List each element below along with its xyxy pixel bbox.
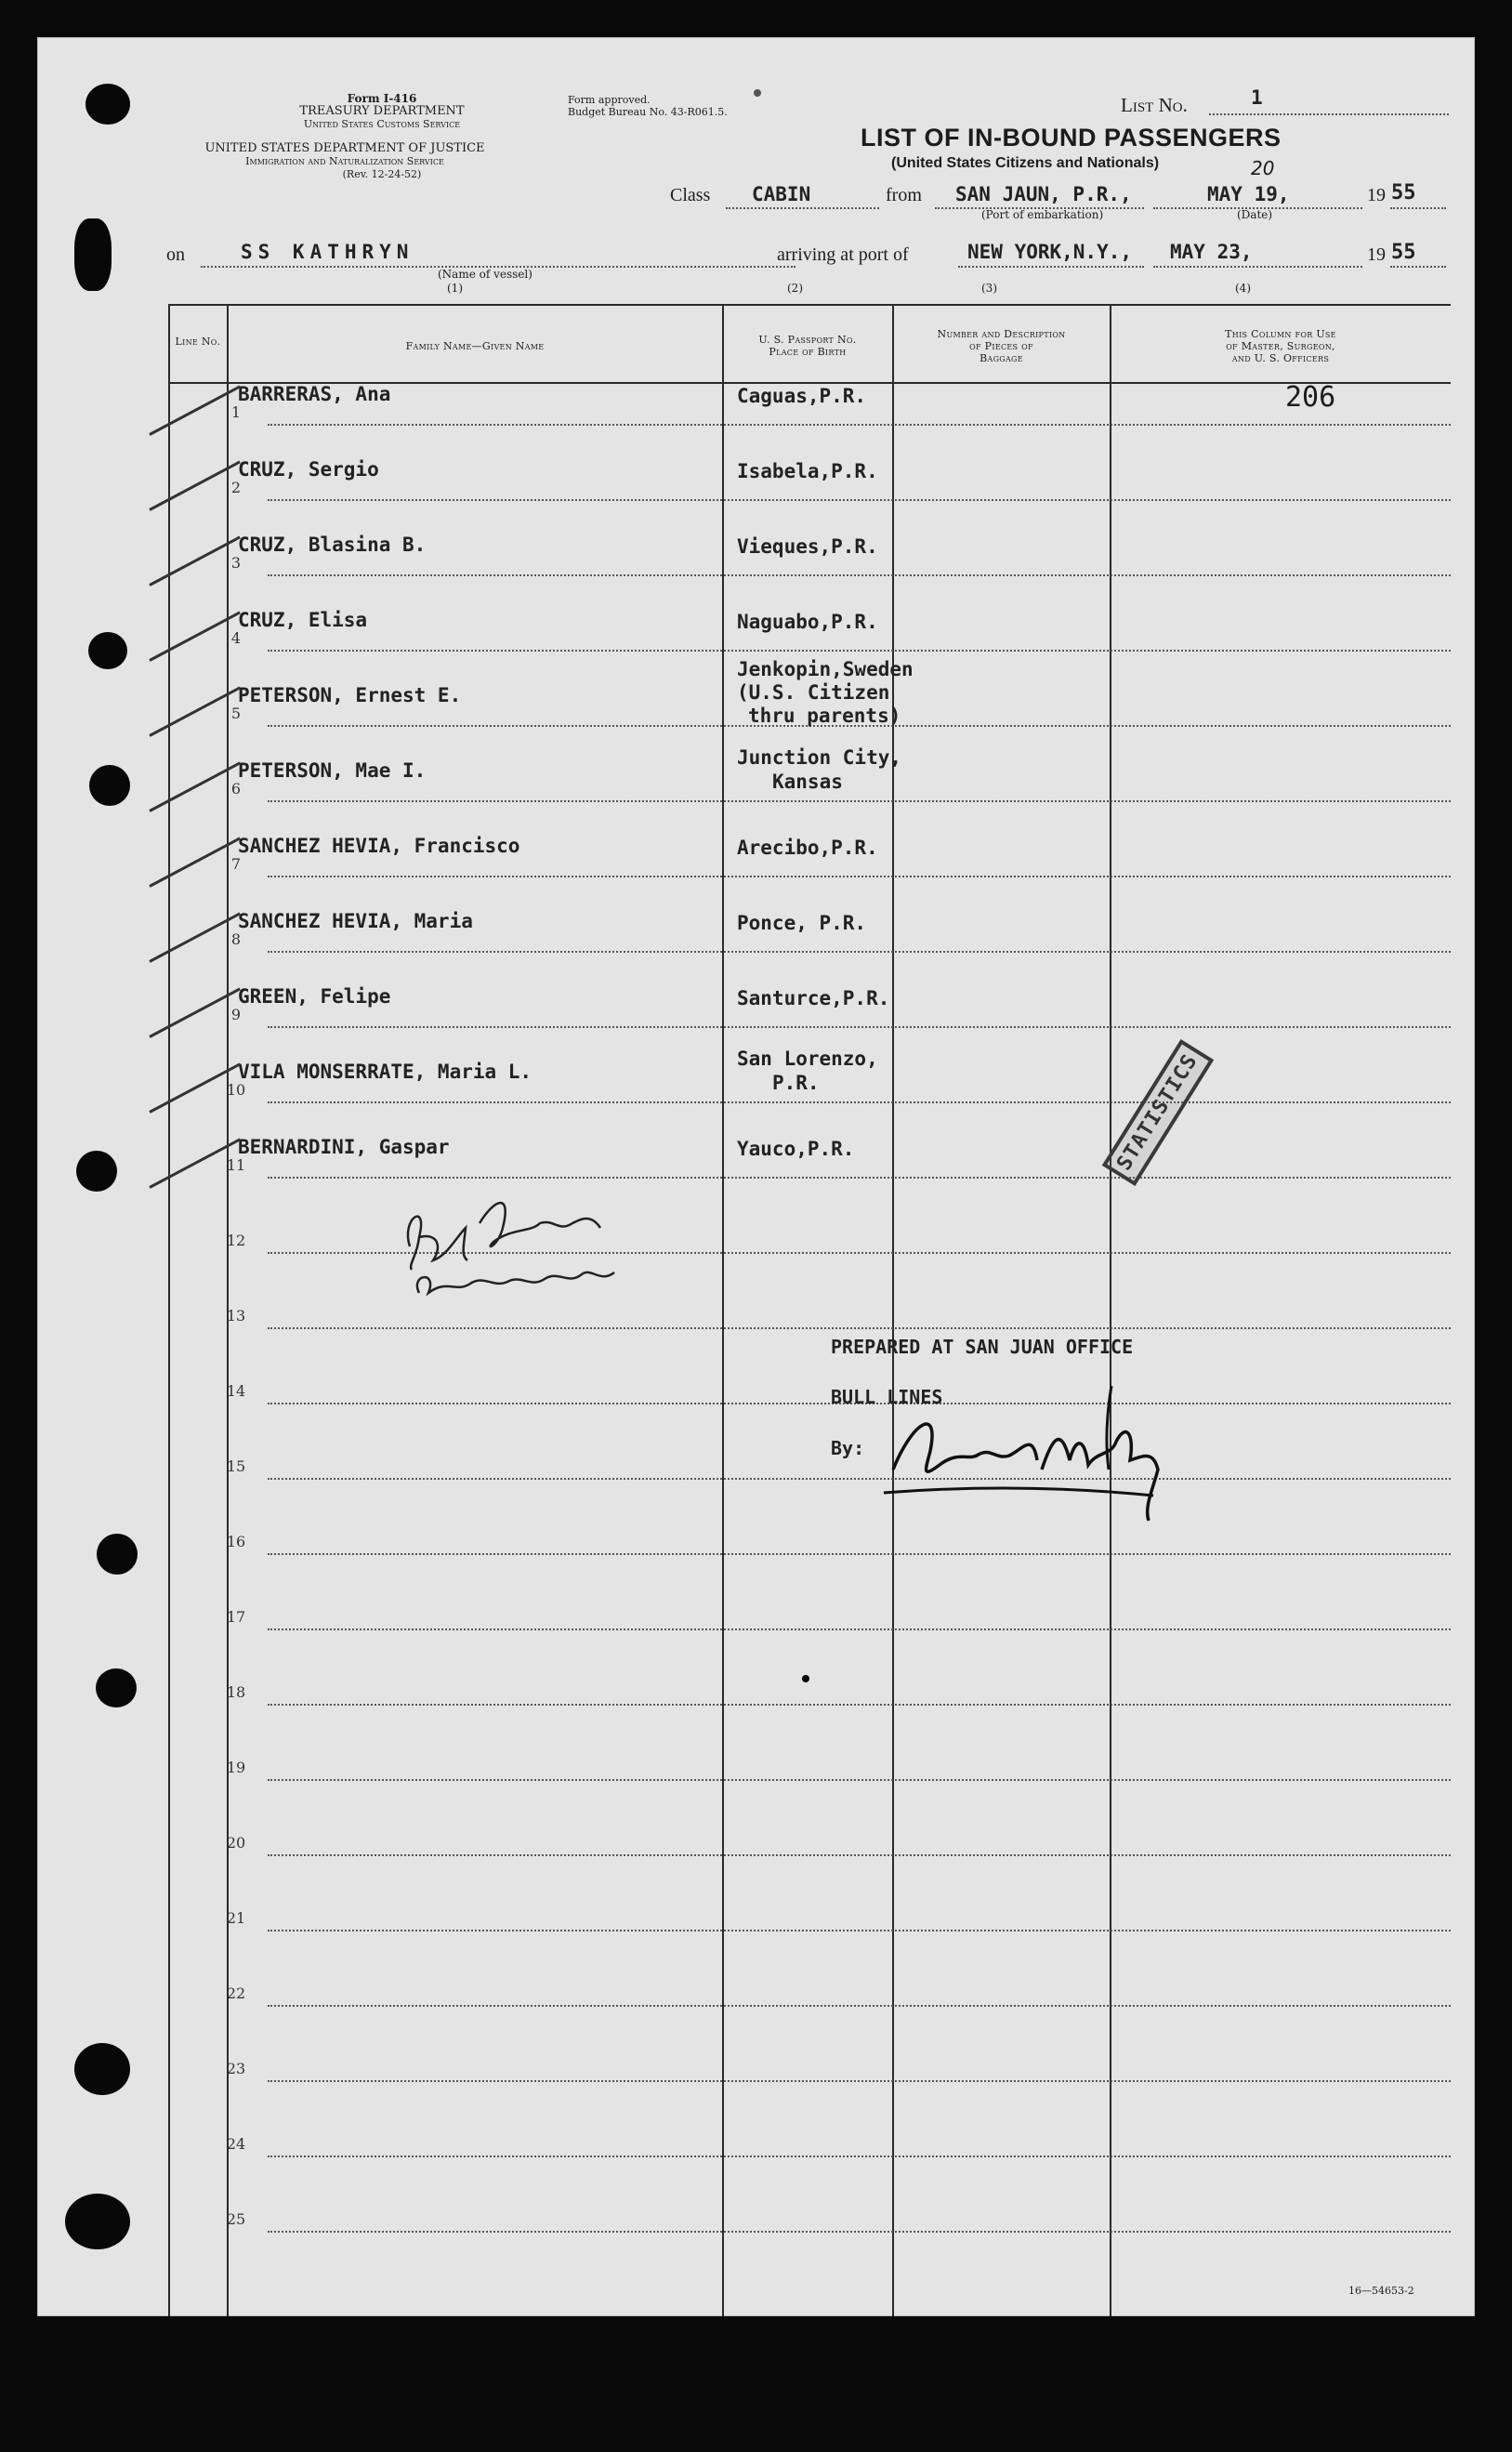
col-head-baggage-1: Number and Description xyxy=(937,328,1066,340)
line-number: 17 xyxy=(226,1608,246,1626)
row-divider xyxy=(268,1026,1451,1028)
year2-prefix: 19 xyxy=(1367,244,1386,265)
passenger-name: GREEN, Felipe xyxy=(238,985,391,1008)
line-number: 2 xyxy=(230,479,242,496)
date-correction: 20 xyxy=(1251,157,1275,179)
approval-line2: Budget Bureau No. 43-R061.5. xyxy=(568,106,728,118)
passenger-name: PETERSON, Mae I. xyxy=(238,759,427,782)
list-no-label: List No. xyxy=(1121,94,1188,116)
passenger-name: SANCHEZ HEVIA, Maria xyxy=(238,910,473,932)
line-number: 7 xyxy=(230,855,242,873)
from-label: from xyxy=(886,185,922,205)
row-divider xyxy=(268,1177,1451,1179)
form-number: Form I-416 xyxy=(347,92,417,105)
list-no-line xyxy=(1209,113,1449,115)
place-of-birth: Junction City, xyxy=(737,746,902,769)
line-number: 10 xyxy=(226,1081,246,1099)
line-number: 5 xyxy=(230,705,242,722)
stray-dot xyxy=(802,1675,809,1682)
punch-hole xyxy=(76,1151,117,1192)
col-head-baggage-3: Baggage xyxy=(980,352,1023,364)
place-of-birth: Arecibo,P.R. xyxy=(737,837,878,859)
punch-hole xyxy=(97,1534,138,1575)
line-number: 23 xyxy=(226,2060,246,2077)
row-divider xyxy=(268,574,1451,576)
year2-line xyxy=(1390,266,1446,268)
row-divider xyxy=(268,1553,1451,1555)
place-of-birth: Naguabo,P.R. xyxy=(737,611,878,633)
passenger-name: BARRERAS, Ana xyxy=(238,383,391,405)
row-divider xyxy=(268,499,1451,501)
passenger-name: CRUZ, Blasina B. xyxy=(238,534,427,556)
customs-service: United States Customs Service xyxy=(303,118,461,130)
arriving-label: arriving at port of xyxy=(777,244,909,265)
year-suffix: 55 xyxy=(1391,181,1416,204)
line-number: 14 xyxy=(226,1382,246,1400)
class-label: Class xyxy=(670,185,711,205)
ins-service: Immigration and Naturalization Service xyxy=(245,155,444,167)
col-divider-name xyxy=(722,304,724,2316)
port-embark-caption: (Port of embarkation) xyxy=(981,208,1104,221)
row-divider xyxy=(268,1478,1451,1480)
col-divider-passport xyxy=(892,304,894,2316)
punch-hole xyxy=(65,2194,130,2249)
line-number: 13 xyxy=(226,1307,246,1325)
year-line xyxy=(1390,207,1446,209)
line-number: 3 xyxy=(230,554,242,572)
row-divider xyxy=(268,800,1451,802)
year2-suffix: 55 xyxy=(1391,241,1416,264)
row-divider xyxy=(268,1854,1451,1856)
officer-signature xyxy=(391,1181,689,1330)
stray-dot-top xyxy=(754,89,761,97)
list-no-value: 1 xyxy=(1251,86,1263,109)
col-head-name: Family Name—Given Name xyxy=(405,340,545,352)
col-head-officers-2: of Master, Surgeon, xyxy=(1226,340,1335,352)
page-subtitle: (United States Citizens and Nationals) xyxy=(891,155,1160,171)
col-head-line: Line No. xyxy=(175,336,221,348)
col-head-officers-1: This Column for Use xyxy=(1225,328,1336,340)
punch-hole xyxy=(74,218,112,291)
arrival-port-line xyxy=(958,266,1144,268)
officer-note: 206 xyxy=(1285,381,1336,414)
place-of-birth-line2: Kansas xyxy=(772,771,843,793)
punch-hole xyxy=(85,84,130,125)
row-divider xyxy=(268,2155,1451,2157)
col-divider-baggage xyxy=(1110,304,1111,2316)
line-number: 16 xyxy=(226,1533,246,1550)
place-of-birth: San Lorenzo, xyxy=(737,1048,878,1070)
passenger-name: SANCHEZ HEVIA, Francisco xyxy=(238,835,520,857)
vessel-caption: (Name of vessel) xyxy=(438,268,532,281)
treasury-dept: TREASURY DEPARTMENT xyxy=(299,104,465,118)
class-value: CABIN xyxy=(752,183,811,205)
place-of-birth-line2: P.R. xyxy=(772,1072,820,1094)
col-head-baggage-2: of Pieces of xyxy=(969,340,1033,352)
col-num-3: (3) xyxy=(981,282,997,295)
line-number: 25 xyxy=(226,2210,246,2228)
row-divider xyxy=(268,1704,1451,1706)
line-number: 6 xyxy=(230,780,242,798)
row-divider xyxy=(268,2231,1451,2233)
line-number: 18 xyxy=(226,1683,246,1701)
place-of-birth-line2: (U.S. Citizen xyxy=(737,681,890,704)
place-of-birth: Santurce,P.R. xyxy=(737,987,890,1009)
line-number: 4 xyxy=(230,629,242,647)
col-head-officers-3: and U. S. Officers xyxy=(1231,352,1330,364)
place-of-birth-line3: thru parents) xyxy=(748,705,901,727)
passenger-name: BERNARDINI, Gaspar xyxy=(238,1136,450,1158)
prepared-line1: PREPARED AT SAN JUAN OFFICE xyxy=(831,1336,1134,1358)
vessel-value: SS KATHRYN xyxy=(241,241,414,263)
manifest-sheet xyxy=(37,37,1475,2316)
arrival-date-line xyxy=(1153,266,1362,268)
row-divider xyxy=(268,876,1451,877)
col-head-passport-1: U. S. Passport No. xyxy=(758,334,857,346)
row-divider xyxy=(268,650,1451,652)
passenger-name: CRUZ, Sergio xyxy=(238,458,379,481)
row-divider xyxy=(268,1101,1451,1103)
class-line xyxy=(726,207,879,209)
table-left-border xyxy=(168,304,170,2316)
prepared-by-label: By: xyxy=(831,1437,865,1459)
punch-hole xyxy=(88,632,127,669)
passenger-name: PETERSON, Ernest E. xyxy=(238,684,462,706)
row-divider xyxy=(268,1930,1451,1931)
prepared-line2: BULL LINES xyxy=(831,1386,943,1408)
footer-code: 16—54653-2 xyxy=(1348,2285,1414,2297)
on-label: on xyxy=(166,244,185,265)
place-of-birth: Caguas,P.R. xyxy=(737,385,867,407)
place-of-birth: Yauco,P.R. xyxy=(737,1138,855,1160)
line-number: 15 xyxy=(226,1457,246,1475)
date-from-value: MAY 19, xyxy=(1207,183,1290,205)
row-divider xyxy=(268,951,1451,953)
year-prefix: 19 xyxy=(1367,185,1386,205)
row-divider xyxy=(268,424,1451,426)
row-divider xyxy=(268,2080,1451,2082)
col-num-1: (1) xyxy=(447,282,463,295)
line-number: 19 xyxy=(226,1759,246,1776)
revision: (Rev. 12-24-52) xyxy=(342,168,422,180)
line-number: 24 xyxy=(226,2135,246,2153)
line-number: 22 xyxy=(226,1984,246,2002)
line-number: 12 xyxy=(226,1232,246,1249)
row-divider xyxy=(268,2005,1451,2007)
arrival-port-value: NEW YORK,N.Y., xyxy=(967,241,1133,263)
passenger-name: CRUZ, Elisa xyxy=(238,609,368,631)
arrival-date-value: MAY 23, xyxy=(1170,241,1253,263)
page-title: LIST OF IN-BOUND PASSENGERS xyxy=(861,124,1282,152)
preparer-signature xyxy=(874,1367,1209,1535)
approval-line1: Form approved. xyxy=(568,94,651,106)
line-number: 1 xyxy=(230,403,242,421)
col-num-4: (4) xyxy=(1235,282,1251,295)
statistics-stamp: STATISTICS xyxy=(1102,1039,1214,1186)
line-number: 8 xyxy=(230,930,242,948)
place-of-birth: Isabela,P.R. xyxy=(737,460,878,482)
row-divider xyxy=(268,1779,1451,1781)
date-caption: (Date) xyxy=(1237,208,1273,221)
justice-dept: UNITED STATES DEPARTMENT OF JUSTICE xyxy=(204,141,485,155)
from-value: SAN JAUN, P.R., xyxy=(955,183,1132,205)
line-number: 9 xyxy=(230,1006,242,1023)
passenger-name: VILA MONSERRATE, Maria L. xyxy=(238,1061,532,1083)
col-head-passport-2: Place of Birth xyxy=(769,346,847,358)
place-of-birth: Vieques,P.R. xyxy=(737,535,878,558)
place-of-birth: Jenkopin,Sweden xyxy=(737,658,914,680)
table-top-border xyxy=(168,304,1451,306)
punch-hole xyxy=(96,1668,137,1707)
line-number: 20 xyxy=(226,1834,246,1852)
line-number: 11 xyxy=(226,1156,246,1174)
line-number: 21 xyxy=(226,1909,246,1927)
row-divider xyxy=(268,1628,1451,1630)
punch-hole xyxy=(89,765,130,806)
punch-hole xyxy=(74,2043,130,2095)
col-num-2: (2) xyxy=(787,282,803,295)
place-of-birth: Ponce, P.R. xyxy=(737,912,867,934)
